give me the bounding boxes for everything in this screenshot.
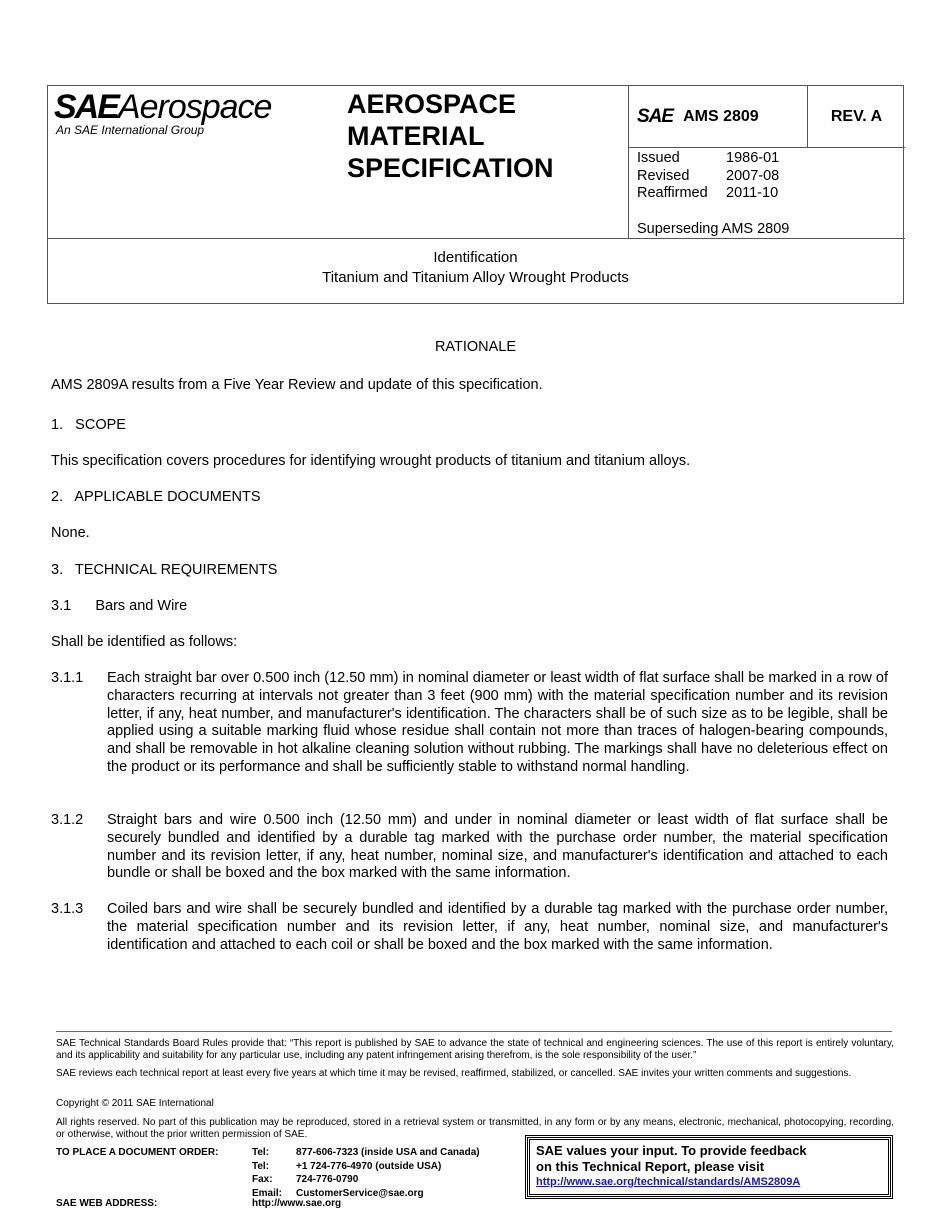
feedback-line-1: SAE values your input. To provide feedback — [536, 1143, 807, 1158]
contact-row: Email: CustomerService@sae.org — [252, 1187, 424, 1199]
ams-number: AMS 2809 — [683, 107, 759, 125]
header-table — [47, 85, 904, 304]
footer-review-paragraph: SAE reviews each technical report at least every five years at which time it may be revised, reaffirmed, stabilized, or cancelled. SAE invites your written comments and suggestions. — [56, 1068, 852, 1079]
footer-copyright: Copyright © 2011 SAE International — [56, 1098, 214, 1109]
logo-subtitle: An SAE International Group — [56, 123, 205, 137]
revision-cell: REV. A — [830, 107, 883, 125]
date-row-reaffirmed: Reaffirmed 2011-10 — [637, 185, 779, 201]
clause-number: 3.1.2 — [51, 812, 84, 828]
contact-row: Tel: +1 724-776-4970 (outside USA) — [252, 1160, 442, 1172]
footer-divider — [56, 1031, 892, 1032]
document-subject — [48, 248, 903, 288]
divider — [48, 238, 905, 239]
section-3-1-heading: 3.1 Bars and Wire — [51, 598, 188, 614]
ams-number-cell — [629, 86, 807, 147]
clause-3-1-3 — [51, 901, 891, 954]
subject-line-2: Titanium and Titanium Alloy Wrought Products — [322, 269, 629, 286]
logo-sae-text: SAE — [54, 88, 118, 126]
section-2-heading: 2. APPLICABLE DOCUMENTS — [51, 489, 261, 505]
divider — [628, 147, 905, 148]
section-1-heading: 1. SCOPE — [51, 417, 126, 433]
footer-rules-paragraph: SAE Technical Standards Board Rules provide that: “This report is published by SAE to advance the state of technical and engineering sciences. The use of this report is entirely voluntary, and its applicability and suitability for any particular use, including any patent infringement arising therefrom, is the sole responsibility of the user.” — [56, 1038, 894, 1061]
footer-rights-paragraph: All rights reserved. No part of this publication may be reproduced, stored in a retrieval system or transmitted, in any form or by any means, electronic, mechanical, photocopying, recording, or otherwise, without the prior written permission of SAE. — [56, 1117, 894, 1140]
web-address-label: SAE WEB ADDRESS: — [56, 1198, 158, 1209]
web-address-link[interactable]: http://www.sae.org — [252, 1198, 342, 1209]
date-block — [637, 150, 779, 203]
date-row-issued: Issued 1986-01 — [637, 150, 780, 166]
clause-number: 3.1.3 — [51, 901, 84, 917]
section-1-text: This specification covers procedures for identifying wrought products of titanium and titanium alloys. — [51, 453, 691, 469]
feedback-line-2: on this Technical Report, please visit — [536, 1159, 765, 1174]
sae-aerospace-logo — [54, 88, 271, 137]
order-label: TO PLACE A DOCUMENT ORDER: — [56, 1147, 219, 1158]
superseding-note: Superseding AMS 2809 — [637, 221, 790, 237]
section-3-heading: 3. TECHNICAL REQUIREMENTS — [51, 562, 278, 578]
clause-3-1-2 — [51, 812, 891, 883]
clause-text: Coiled bars and wire shall be securely bundled and identified by a durable tag marked with the purchase order number, the material specification number and its revision letter, if any, heat number, nominal size, and manufacturer's identification and attached to each coil or shall be boxed and the box marked with the same information. — [107, 901, 888, 953]
subject-line-1: Identification — [433, 249, 518, 266]
feedback-box — [527, 1137, 891, 1197]
email-link[interactable]: CustomerService@sae.org — [296, 1187, 424, 1199]
logo-aerospace-text: Aerospace — [117, 88, 272, 126]
spec-title: AEROSPACE MATERIAL SPECIFICATION — [347, 89, 554, 183]
feedback-link[interactable]: http://www.sae.org/technical/standards/AMS2809A — [536, 1176, 801, 1188]
sae-mini-logo: SAE — [637, 105, 674, 127]
contact-row: Tel: 877-606-7323 (inside USA and Canada) — [252, 1147, 480, 1158]
clause-text: Straight bars and wire 0.500 inch (12.50 mm) and under in nominal diameter or least width of flat surface shall be securely bundled and identified by a durable tag marked with the purchase order number, the material specification number and its revision letter, if any, heat number, nominal size, and manufacturer's identification and attached to each bundle or shall be boxed and the box marked with the same information. — [107, 812, 888, 882]
clause-number: 3.1.1 — [51, 670, 84, 686]
rationale-text: AMS 2809A results from a Five Year Review and update of this specification. — [51, 377, 543, 393]
section-2-text: None. — [51, 525, 90, 541]
section-3-1-text: Shall be identified as follows: — [51, 634, 238, 650]
contact-list — [252, 1146, 480, 1200]
rationale-heading: RATIONALE — [434, 339, 517, 355]
contact-row: Fax: 724-776-0790 — [252, 1174, 359, 1185]
clause-text: Each straight bar over 0.500 inch (12.50 mm) in nominal diameter or least width of flat surface shall be marked in a row of characters recurring at intervals not greater than 3 feet (900 mm) with the material specification number and its revision letter, if any, heat number, and manufacturer's identification. The characters shall be of such size as to be legible, shall be applied using a suitable marking fluid whose residue shall contain not more than traces of halogen-bearing compounds, and shall be removable in hot alkaline cleaning solution without rubbing. The markings shall have no deleterious effect on the product or its performance and shall be sufficiently stable to withstand normal handling. — [107, 670, 888, 775]
clause-3-1-1 — [51, 670, 891, 777]
date-row-revised: Revised 2007-08 — [637, 167, 780, 184]
order-info — [56, 1146, 218, 1160]
